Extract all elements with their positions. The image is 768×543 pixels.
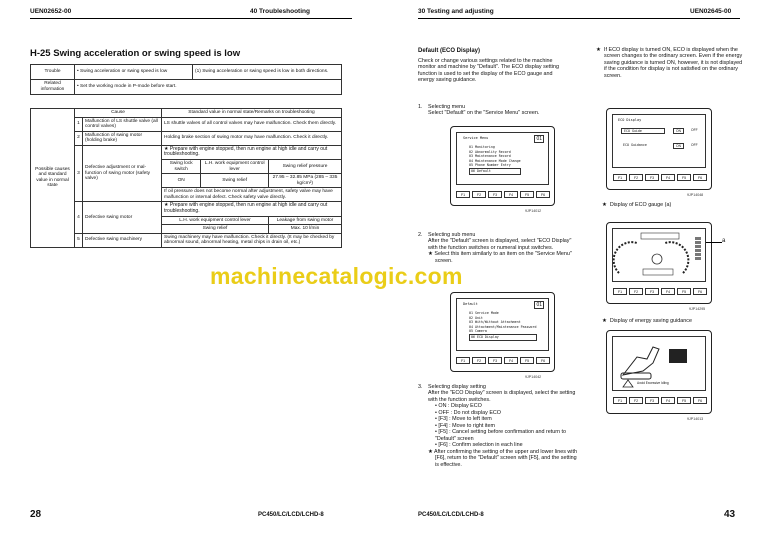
sub-header: L.H. work equipment control lever	[201, 160, 269, 174]
function-key[interactable]: F5	[520, 191, 534, 198]
sub-value: Max. 10 l/min	[268, 225, 341, 234]
page-title: H-25 Swing acceleration or swing speed is low	[30, 48, 241, 59]
function-key[interactable]: F3	[645, 174, 659, 181]
caption-eco-gauge: ★ Display of ECO gauge (a)	[602, 202, 672, 208]
function-key[interactable]: F6	[693, 397, 707, 404]
sub-header: Swing lock switch	[162, 160, 201, 174]
figure-code: 9JP14295	[689, 307, 706, 311]
screen-title: ECO Display	[618, 118, 642, 122]
col-std: Standard value in normal state/Remarks on troubleshooting	[162, 109, 342, 118]
screen-number: 01	[536, 136, 542, 142]
figure-code: 9JP14048	[687, 193, 704, 197]
possible-causes-label: Possible causes and standard value in normal state	[31, 109, 75, 248]
left-header-section: 40 Troubleshooting	[250, 8, 310, 15]
right-header-rule	[418, 18, 740, 19]
related-label: Related information	[31, 80, 75, 95]
related-text: • Set the working mode in P-mode before start.	[75, 80, 342, 95]
function-key[interactable]: F6	[693, 174, 707, 181]
menu-item[interactable]: 01 Monitoring	[469, 145, 495, 149]
right-footer-model: PC450/LC/LCD/LCHD-8	[418, 512, 484, 518]
bullet-item: • OFF : Do not display ECO	[435, 409, 501, 416]
guidance-text: Avoid Excessive Idling	[637, 381, 669, 385]
function-key[interactable]: F6	[693, 288, 707, 295]
sub-header: L.H. work equipment control lever	[162, 216, 269, 225]
left-header-code: UEN02652-00	[30, 8, 72, 15]
default-screen	[450, 292, 555, 379]
trouble-label: Trouble	[31, 65, 75, 80]
function-key[interactable]: F5	[677, 174, 691, 181]
watermark: machinecatalogic.com	[210, 263, 463, 289]
sub-note: If oil pressure does not become normal after adjustment, safety valve may have malfunction or internal defect. Check safety valve directly.	[162, 188, 342, 202]
row-std: Swing machinery may have malfunction. Check it directly. (It may be checked by abnormal sound, abnormal heating, metal chips in drain oil, etc.)	[162, 233, 342, 247]
menu-item[interactable]: 04 Attachment/Maintenance Password	[469, 324, 537, 329]
intro-text: Check or change various settings related to the machine monitor and machine by "Default". The ECO display setting function is used to set the display of the ECO gauge and energy saving guidance.	[418, 58, 559, 84]
row-cause: Defective swing motor	[83, 202, 162, 234]
function-key[interactable]: F3	[645, 397, 659, 404]
step3: Selecting display setting After the "ECO Display" screen is displayed, select the setting with the function switches. • ON : Display ECO • OFF : Do not display ECO • [F3] : Move to left item • [F4] : Move to right item • [F5] : Cancel setting before confirmation and return to "Default" screen • [F6] : Confirm selection in each line ★ After confirming the setting of the upper and lower lines with [F6], return to the "Default" screen with [F5], and the setting is effective.	[428, 384, 577, 468]
function-key[interactable]: F2	[472, 357, 486, 364]
off-option[interactable]: OFF	[691, 143, 698, 147]
screen-display	[456, 298, 549, 351]
eco-display-screen	[606, 108, 712, 197]
right-header-code: UEN02645-00	[690, 8, 732, 15]
figure-code: 9JP14012	[525, 209, 542, 213]
bullet-item: • ON : Display ECO	[435, 403, 482, 410]
function-key[interactable]: F1	[613, 397, 627, 404]
function-keys	[456, 357, 550, 364]
function-key[interactable]: F4	[504, 191, 518, 198]
col-cause: Cause	[75, 109, 162, 118]
function-key[interactable]: F6	[536, 191, 550, 198]
step1: Selecting menu Select "Default" on the "Service Menu" screen.	[428, 104, 540, 117]
trouble-table	[30, 64, 342, 95]
function-key[interactable]: F3	[645, 288, 659, 295]
bullet-item: • [F4] : Move to right item	[435, 422, 496, 429]
row-cause: Malfunction of swing motor (holding brake)	[83, 131, 162, 145]
step1-number: 1.	[418, 104, 423, 110]
menu-item[interactable]: 05 Phone Number Entry	[469, 163, 511, 168]
function-keys	[613, 174, 707, 181]
sub-value: ON	[162, 174, 201, 188]
sub-value: Swing relief	[162, 225, 269, 234]
cause-table	[30, 108, 342, 248]
left-header-rule	[30, 18, 352, 19]
row-cause: Defective adjustment or mal-function of swing motor (safety valve)	[83, 145, 162, 202]
function-key[interactable]: F2	[629, 397, 643, 404]
row-num: 5	[75, 233, 83, 247]
bullet-item: • [F6] : Confirm selection in each line	[435, 442, 523, 449]
section-title: Default (ECO Display)	[418, 48, 481, 54]
row-num: 3	[75, 145, 83, 202]
menu-item[interactable]: 03 Maintenance Record	[469, 154, 511, 159]
function-key[interactable]: F6	[536, 357, 550, 364]
menu-item[interactable]: 06 ECO Display	[469, 334, 537, 341]
screen-display	[456, 132, 549, 185]
function-key[interactable]: F2	[472, 191, 486, 198]
function-key[interactable]: F4	[504, 357, 518, 364]
screen-display	[612, 336, 706, 391]
eco-guide-row: ECO Guide	[621, 128, 665, 134]
screen-display	[612, 228, 706, 282]
menu-item[interactable]: 03 With/Without Attachment	[469, 320, 521, 325]
gauge-graphic	[613, 229, 707, 283]
function-key[interactable]: F4	[661, 397, 675, 404]
menu-item[interactable]: 04 Maintenance Mode Change	[469, 158, 521, 163]
function-keys	[456, 191, 550, 198]
bullet-list	[428, 403, 578, 448]
menu-item[interactable]: 06 Default	[469, 168, 521, 175]
caption-guidance: ★ Display of energy saving guidance	[602, 318, 692, 324]
function-key[interactable]: F1	[456, 357, 470, 364]
figure-code: 9JP14042	[525, 375, 542, 379]
row-std: LS shuttle valves of all control valves may have malfunction. Check them directly.	[162, 117, 342, 131]
function-key[interactable]: F2	[629, 288, 643, 295]
row-std: ★ Prepare with engine stopped, then run engine at high idle and carry out troubleshooting.	[162, 145, 342, 160]
screen-title: Default	[463, 302, 478, 306]
menu-item[interactable]: 02 Unit	[469, 315, 483, 320]
right-page-number: 43	[724, 509, 736, 520]
sub-header: Leakage from swing motor	[268, 216, 341, 225]
row-num: 4	[75, 202, 83, 234]
menu-list	[469, 145, 521, 175]
guidance-screen	[606, 330, 712, 421]
left-footer-model: PC450/LC/LCD/LCHD-8	[258, 512, 324, 518]
left-page-number: 28	[30, 509, 42, 520]
row-cause: Malfunction of LS shuttle valve (all control valves)	[83, 117, 162, 131]
off-option[interactable]: OFF	[691, 128, 698, 132]
callout-line	[706, 242, 722, 243]
screen-display	[612, 114, 706, 168]
figure-code: 9JP14013	[687, 417, 704, 421]
menu-item[interactable]: 02 Abnormality Record	[469, 149, 511, 154]
function-key[interactable]: F4	[661, 174, 675, 181]
menu-item[interactable]: 01 Service Mode	[469, 311, 499, 315]
eco-guidance-row: ECO Guidance	[623, 143, 647, 147]
step2-number: 2.	[418, 232, 423, 238]
bullet-item: • [F3] : Move to left item	[435, 416, 492, 423]
function-keys	[613, 288, 707, 295]
sub-header: Swing relief pressure	[268, 160, 341, 174]
function-key[interactable]: F5	[677, 397, 691, 404]
on-option[interactable]: ON	[673, 143, 684, 149]
eco-gauge-screen	[606, 222, 712, 311]
function-key[interactable]: F1	[613, 174, 627, 181]
trouble-text: • Swing acceleration or swing speed is low	[75, 65, 193, 80]
function-key[interactable]: F2	[629, 174, 643, 181]
row-std: ★ Prepare with engine stopped, then run engine at high idle and carry out troubleshooting.	[162, 202, 342, 217]
row-cause: Defective swing machinery	[83, 233, 162, 247]
star-note: ★ If ECO display is turned ON, ECO is displayed when the screen changes to the ordinary screen. Even if the energy saving guidance is turned ON, however, it is not displayed if the condition for display is not satisfied on the ordinary screen.	[596, 47, 743, 79]
function-key[interactable]: F5	[677, 288, 691, 295]
sub-value: 27.95 – 32.85 MPa (285 – 335 kg/cm²)	[268, 174, 341, 188]
function-key[interactable]: F5	[520, 357, 534, 364]
menu-list	[469, 311, 537, 341]
step2: Selecting sub menu After the "Default" screen is displayed, select "ECO Display" with the function switches or numeral input switches. ★ Select this item similarly to an item on the "Service Menu" screen.	[428, 232, 572, 264]
right-header-section: 30 Testing and adjusting	[418, 8, 494, 15]
function-key[interactable]: F3	[488, 357, 502, 364]
on-option[interactable]: ON	[673, 128, 684, 134]
function-key[interactable]: F1	[613, 288, 627, 295]
function-key[interactable]: F3	[488, 191, 502, 198]
sub-value: Swing relief	[201, 174, 269, 188]
step3-number: 3.	[418, 384, 423, 390]
trouble-text-2: (1) Swing acceleration or swing speed is low in both directions.	[193, 65, 342, 80]
service-menu-screen	[450, 126, 555, 213]
menu-item[interactable]: 05 Camera	[469, 329, 487, 334]
row-num: 2	[75, 131, 83, 145]
screen-number: 01	[536, 302, 542, 308]
bullet-item: • [F5] : Cancel setting before confirmation and return to "Default" screen	[435, 429, 567, 442]
row-std: Holding brake section of swing motor may have malfunction. Check it directly.	[162, 131, 342, 145]
row-num: 1	[75, 117, 83, 131]
function-key[interactable]: F4	[661, 288, 675, 295]
function-key[interactable]: F1	[456, 191, 470, 198]
function-keys	[613, 397, 707, 404]
callout-a: a	[722, 238, 726, 244]
screen-title: Service Menu	[463, 136, 489, 140]
